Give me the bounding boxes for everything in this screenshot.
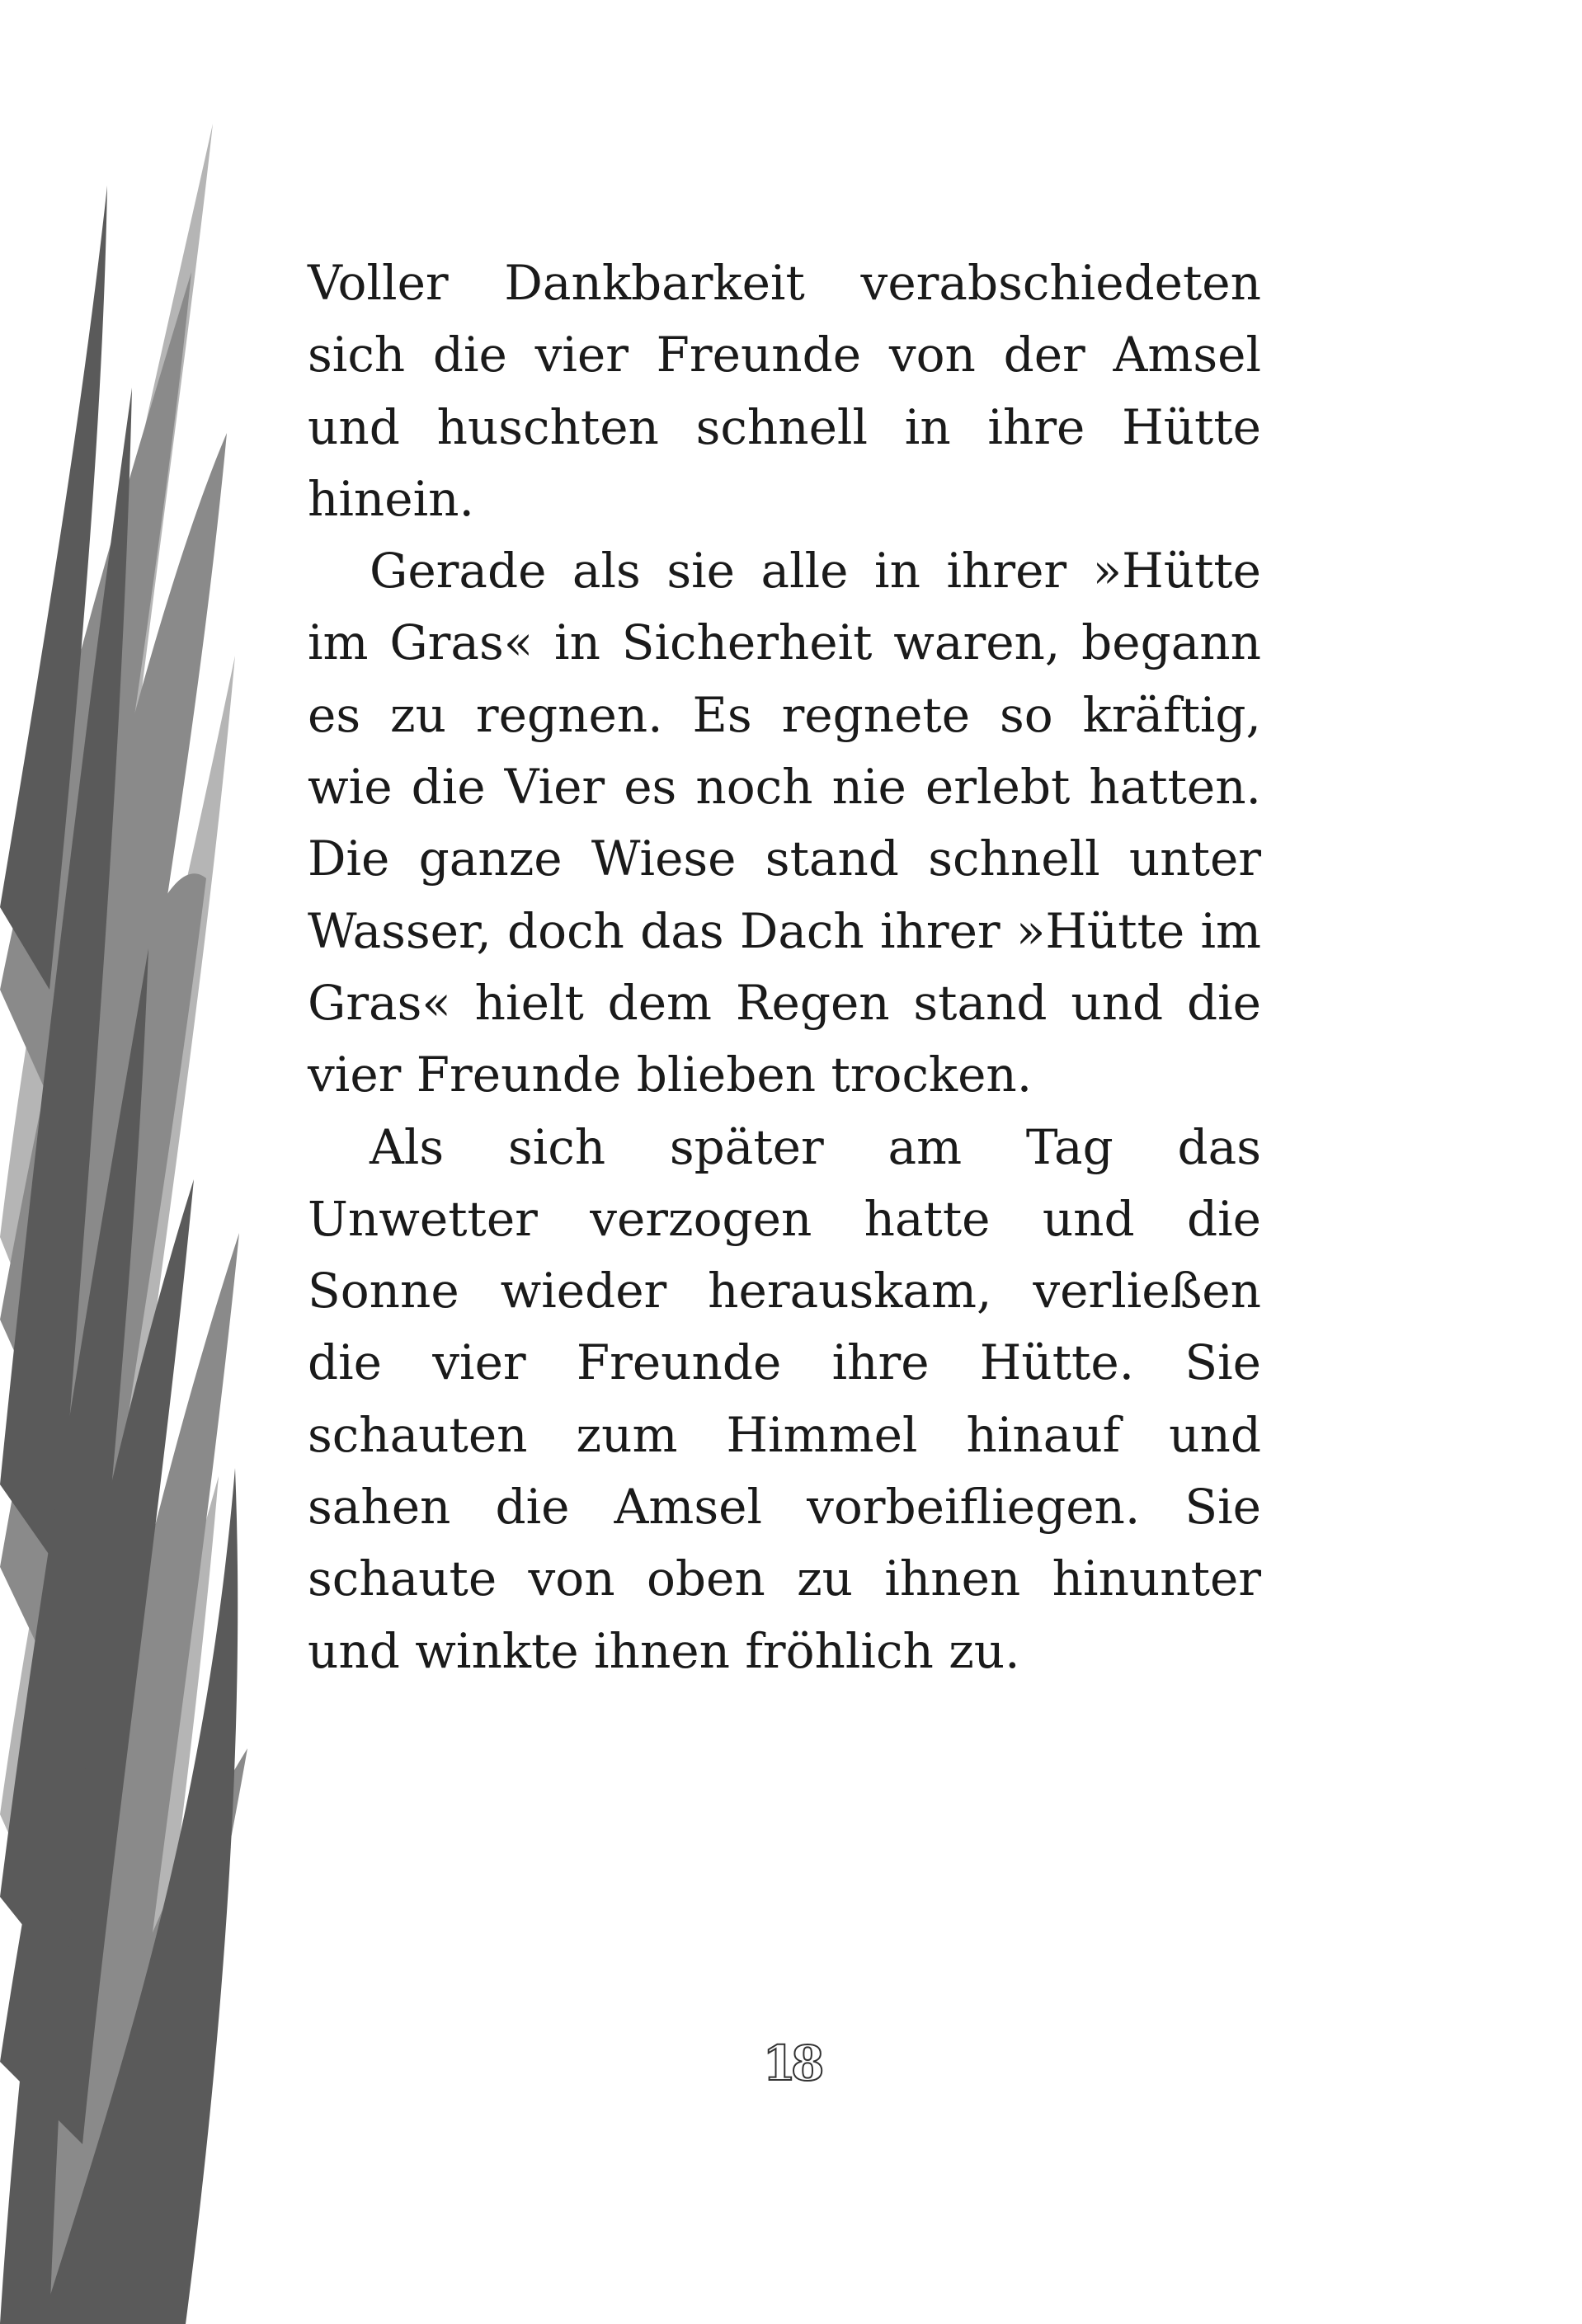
paragraph: Voller Dankbarkeit verabschiedeten sich die vier Freunde von der Amsel und huschten schnell in ihre Hütte hinein. xyxy=(308,255,1261,527)
grass-decoration xyxy=(0,0,264,2324)
page-number: 18 xyxy=(762,2035,820,2091)
paragraph: Als sich später am Tag das Unwetter verzogen hatte und die Sonne wieder herauskam, verließen die vier Freunde ihre Hütte. Sie schauten zum Himmel hinauf und sahen die Amsel vorbeifliegen. Sie schaute von oben zu ihnen hinunter und winkte ihnen fröhlich zu. xyxy=(308,1118,1261,1679)
paragraph: Gerade als sie alle in ihrer »Hütte im Gras« in Sicherheit waren, begann es zu regnen. Es regnete so kräftig, wie die Vier es noch nie erlebt hatten. Die ganze Wiese stand schnell unter Wasser, doch das Dach ihrer »Hütte im Gras« hielt dem Regen stand und die vier Freunde blieben trocken. xyxy=(308,543,1261,1103)
story-text xyxy=(308,247,1261,1687)
